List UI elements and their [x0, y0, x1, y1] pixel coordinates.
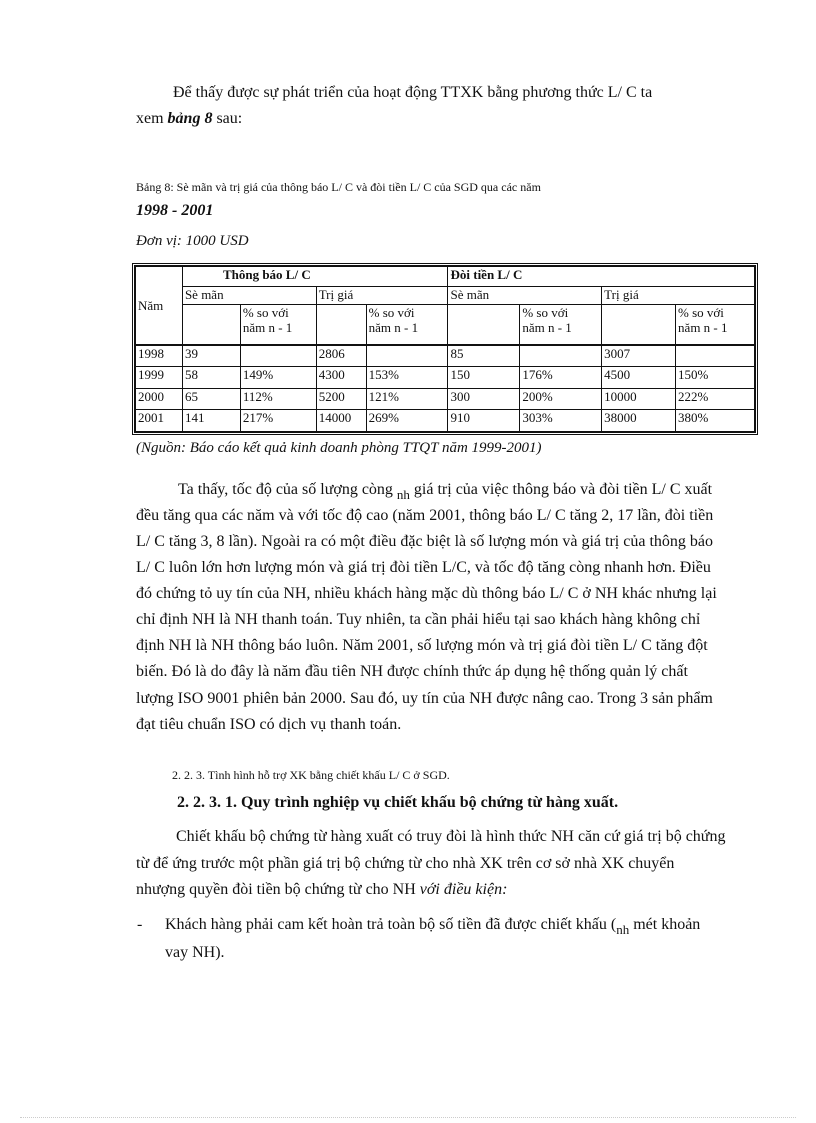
- cell: 150%: [676, 367, 755, 389]
- sub-header: Sè mãn: [182, 287, 316, 305]
- data-table: [132, 263, 758, 435]
- para2-text: nhượng quyền đòi tiền bộ chứng từ cho NH: [136, 881, 420, 898]
- cell: 303%: [520, 410, 602, 432]
- bullet-line-1: [165, 912, 747, 938]
- intro-line-2: [136, 106, 242, 132]
- section-heading-223: 2. 2. 3. Tình hình hỗ trợ XK bằng chiết khấu L/ C ở SGD.: [172, 768, 450, 782]
- cell: 153%: [366, 367, 448, 389]
- cell: 58: [182, 367, 240, 389]
- intro-line-1: Để thấy được sự phát triển của hoạt động TTXK bằng phương thức L/ C ta: [173, 84, 653, 101]
- pct-header-line-2: năm n - 1: [522, 320, 572, 335]
- empty-cell: [182, 305, 240, 345]
- cell: 65: [182, 388, 240, 410]
- section-heading-2231: 2. 2. 3. 1. Quy trình nghiệp vụ chiết khấu bộ chứng từ hàng xuất.: [177, 794, 619, 811]
- cell: [676, 345, 755, 367]
- page-bottom-divider: [20, 1117, 796, 1118]
- bullet-dash: -: [137, 916, 143, 933]
- sub-header: Trị giá: [602, 287, 755, 305]
- cell: 150: [448, 367, 520, 389]
- table-row: [136, 367, 755, 389]
- para1-line-9: lượng ISO 9001 phiên bản 2000. Sau đó, uy tín của NH được nâng cao. Trong 3 sản phẩm: [136, 690, 713, 707]
- table-source: (Nguồn: Báo cáo kết quả kinh doanh phòng TTQT năm 1999-2001): [136, 440, 542, 456]
- table-row: [136, 410, 755, 432]
- table-caption: Bảng 8: Sè mãn và trị giá của thông báo L/ C và đòi tiền L/ C của SGD qua các năm: [136, 180, 541, 194]
- para2-line-2: từ để ứng trước một phần giá trị bộ chứng từ cho nhà XK trên cơ sở nhà XK chuyển: [136, 855, 675, 872]
- cell: 217%: [240, 410, 316, 432]
- pct-header: [240, 305, 316, 345]
- cell: 10000: [602, 388, 676, 410]
- cell: 112%: [240, 388, 316, 410]
- cell: 380%: [676, 410, 755, 432]
- year-cell: 2000: [136, 388, 183, 410]
- year-cell: 2001: [136, 410, 183, 432]
- para1-line-3: L/ C tăng 3, 8 lần). Ngoài ra có một điều đặc biệt là số lượng món và giá trị của thông báo: [136, 533, 713, 550]
- para1-line-6: chỉ định NH là NH thanh toán. Tuy nhiên, ta cần phải hiểu tại sao khách hàng không chỉ: [136, 611, 701, 628]
- cell: 269%: [366, 410, 448, 432]
- para2-conditions: với điều kiện:: [419, 881, 508, 898]
- cell: [366, 345, 448, 367]
- para1-line-5: đó chứng tỏ uy tín của NH, nhiều khách hàng mặc dù thông báo L/ C ở NH khác nhưng lại: [136, 585, 717, 602]
- bullet-sub: nh: [616, 922, 630, 937]
- cell: 149%: [240, 367, 316, 389]
- empty-cell: [602, 305, 676, 345]
- table-caption-years: 1998 - 2001: [136, 202, 214, 219]
- year-header: Năm: [136, 267, 183, 345]
- sub-header: Sè mãn: [448, 287, 602, 305]
- group-header-notice: Thông báo L/ C: [182, 267, 448, 287]
- year-cell: 1998: [136, 345, 183, 367]
- empty-cell: [448, 305, 520, 345]
- para1-line-2: đều tăng qua các năm và với tốc độ cao (năm 2001, thông báo L/ C tăng 2, 17 lần, đòi tiền: [136, 507, 714, 524]
- cell: 121%: [366, 388, 448, 410]
- cell: 910: [448, 410, 520, 432]
- pct-header: [676, 305, 755, 345]
- para1-line-8: biến. Đó là do đây là năm đầu tiên NH được chính thức áp dụng hệ thống quản lý chất: [136, 663, 688, 680]
- intro-text-end: sau:: [212, 110, 243, 127]
- cell: 300: [448, 388, 520, 410]
- table-reference: bảng 8: [167, 110, 213, 127]
- cell: 200%: [520, 388, 602, 410]
- para1-line-4: L/ C luôn lớn hơn lượng món và giá trị đòi tiền L/C, và tốc độ tăng còng nhanh hơn. Điều: [136, 559, 711, 576]
- table-unit: Đơn vị: 1000 USD: [136, 233, 249, 249]
- pct-header-line-1: % so với: [678, 305, 724, 320]
- empty-cell: [316, 305, 366, 345]
- cell: 3007: [602, 345, 676, 367]
- cell: 222%: [676, 388, 755, 410]
- cell: 4500: [602, 367, 676, 389]
- para1-text: Ta thấy, tốc độ của số lượng còng: [178, 481, 397, 498]
- intro-text: xem: [136, 110, 168, 127]
- bullet-text-end: mét khoản: [629, 916, 701, 933]
- para1-sub: nh: [396, 487, 410, 502]
- cell: [240, 345, 316, 367]
- pct-header-line-1: % so với: [368, 305, 415, 320]
- para1-line-7: định NH là NH thông báo luôn. Năm 2001, số lượng món và trị giá đòi tiền L/ C tăng đột: [136, 637, 708, 654]
- pct-header-line-1: % so với: [522, 305, 569, 320]
- cell: 4300: [316, 367, 366, 389]
- cell: [520, 345, 602, 367]
- cell: 39: [182, 345, 240, 367]
- group-header-claim: Đòi tiền L/ C: [448, 267, 755, 287]
- cell: 141: [182, 410, 240, 432]
- cell: 85: [448, 345, 520, 367]
- pct-header: [366, 305, 448, 345]
- pct-header-line-2: năm n - 1: [368, 320, 419, 335]
- pct-header: [520, 305, 602, 345]
- pct-header-line-2: năm n - 1: [242, 320, 293, 335]
- table-row: [136, 345, 755, 367]
- cell: 5200: [316, 388, 366, 410]
- para2-line-1: Chiết khấu bộ chứng từ hàng xuất có truy đòi là hình thức NH căn cứ giá trị bộ chứng: [176, 828, 726, 845]
- sub-header: Trị giá: [316, 287, 448, 305]
- pct-header-line-2: năm n - 1: [678, 320, 728, 335]
- para2-line-3: [136, 877, 507, 903]
- para1-line-1: [178, 477, 747, 503]
- table-row: [136, 388, 755, 410]
- cell: 14000: [316, 410, 366, 432]
- cell: 38000: [602, 410, 676, 432]
- year-cell: 1999: [136, 367, 183, 389]
- cell: 176%: [520, 367, 602, 389]
- para1-line-10: đạt tiêu chuẩn ISO có dịch vụ thanh toán.: [136, 716, 402, 733]
- cell: 2806: [316, 345, 366, 367]
- pct-header-line-1: % so với: [242, 305, 289, 320]
- bullet-line-2: vay NH).: [165, 944, 225, 961]
- para1-text: giá trị của việc thông báo và đòi tiền L/ C xuất: [409, 481, 713, 498]
- bullet-text: Khách hàng phải cam kết hoàn trả toàn bộ số tiền đã được chiết khấu (: [165, 916, 617, 933]
